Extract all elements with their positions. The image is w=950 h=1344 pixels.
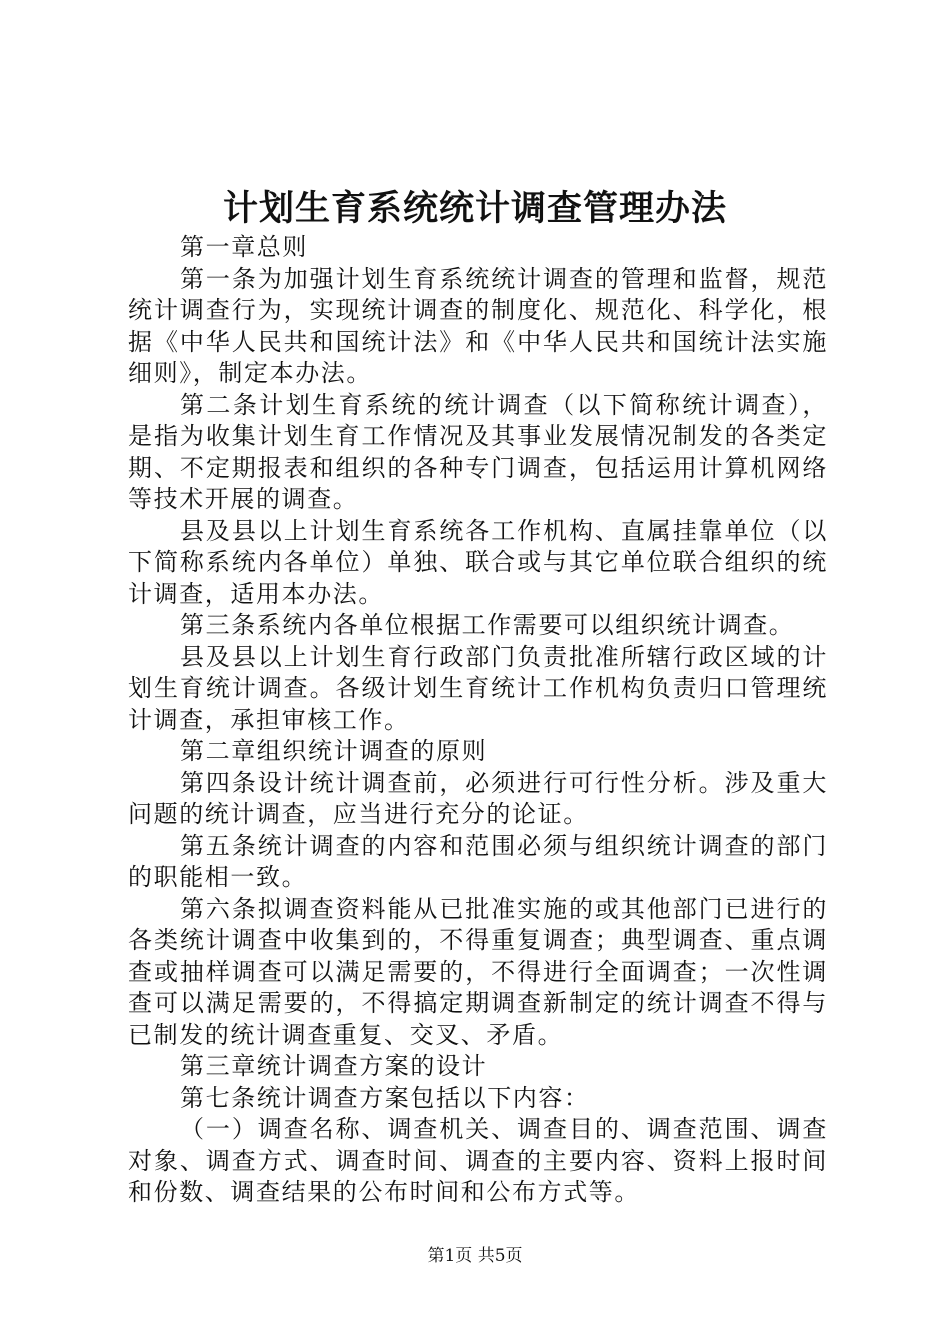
document-body: [128, 232, 828, 1209]
paragraph: 第五条统计调查的内容和范围必须与组织统计调查的部门的职能相一致。: [128, 831, 828, 891]
page-footer: 第1页 共5页: [427, 1246, 523, 1266]
paragraph: 县及县以上计划生育行政部门负责批准所辖行政区域的计划生育统计调查。各级计划生育统计工作机构负责归口管理统计调查，承担审核工作。: [128, 642, 828, 734]
document-title: 计划生育系统统计调查管理办法: [222, 189, 727, 229]
paragraph: 县及县以上计划生育系统各工作机构、直属挂靠单位（以下简称系统内各单位）单独、联合或与其它单位联合组织的统计调查，适用本办法。: [128, 516, 828, 608]
paragraph: 第一章总则: [180, 233, 308, 261]
paragraph: 第七条统计调查方案包括以下内容：: [180, 1083, 590, 1112]
paragraph: 第六条拟调查资料能从已批准实施的或其他部门已进行的各类统计调查中收集到的，不得重复调查；典型调查、重点调查或抽样调查可以满足需要的，不得进行全面调查；一次性调查可以满足需要的，不得搞定期调查新制定的统计调查不得与已制发的统计调查重复、交叉、矛盾。: [128, 894, 828, 1049]
paragraph: 第二章组织统计调查的原则: [180, 737, 488, 765]
paragraph: 第三条系统内各单位根据工作需要可以组织统计调查。: [180, 611, 795, 639]
paragraph: 第三章统计调查方案的设计: [180, 1052, 488, 1080]
paragraph: （一）调查名称、调查机关、调查目的、调查范围、调查对象、调查方式、调查时间、调查的主要内容、资料上报时间和份数、调查结果的公布时间和公布方式等。: [128, 1115, 828, 1206]
paragraph: 第二条计划生育系统的统计调查（以下简称统计调查），是指为收集计划生育工作情况及其事业发展情况制发的各类定期、不定期报表和组织的各种专门调查，包括运用计算机网络等技术开展的调查。: [128, 390, 828, 513]
paragraph: 第四条设计统计调查前，必须进行可行性分析。涉及重大问题的统计调查，应当进行充分的论证。: [128, 768, 828, 828]
paragraph: 第一条为加强计划生育系统统计调查的管理和监督，规范统计调查行为，实现统计调查的制度化、规范化、科学化，根据《中华人民共和国统计法》和《中华人民共和国统计法实施细则》，制定本办法。: [128, 264, 828, 387]
